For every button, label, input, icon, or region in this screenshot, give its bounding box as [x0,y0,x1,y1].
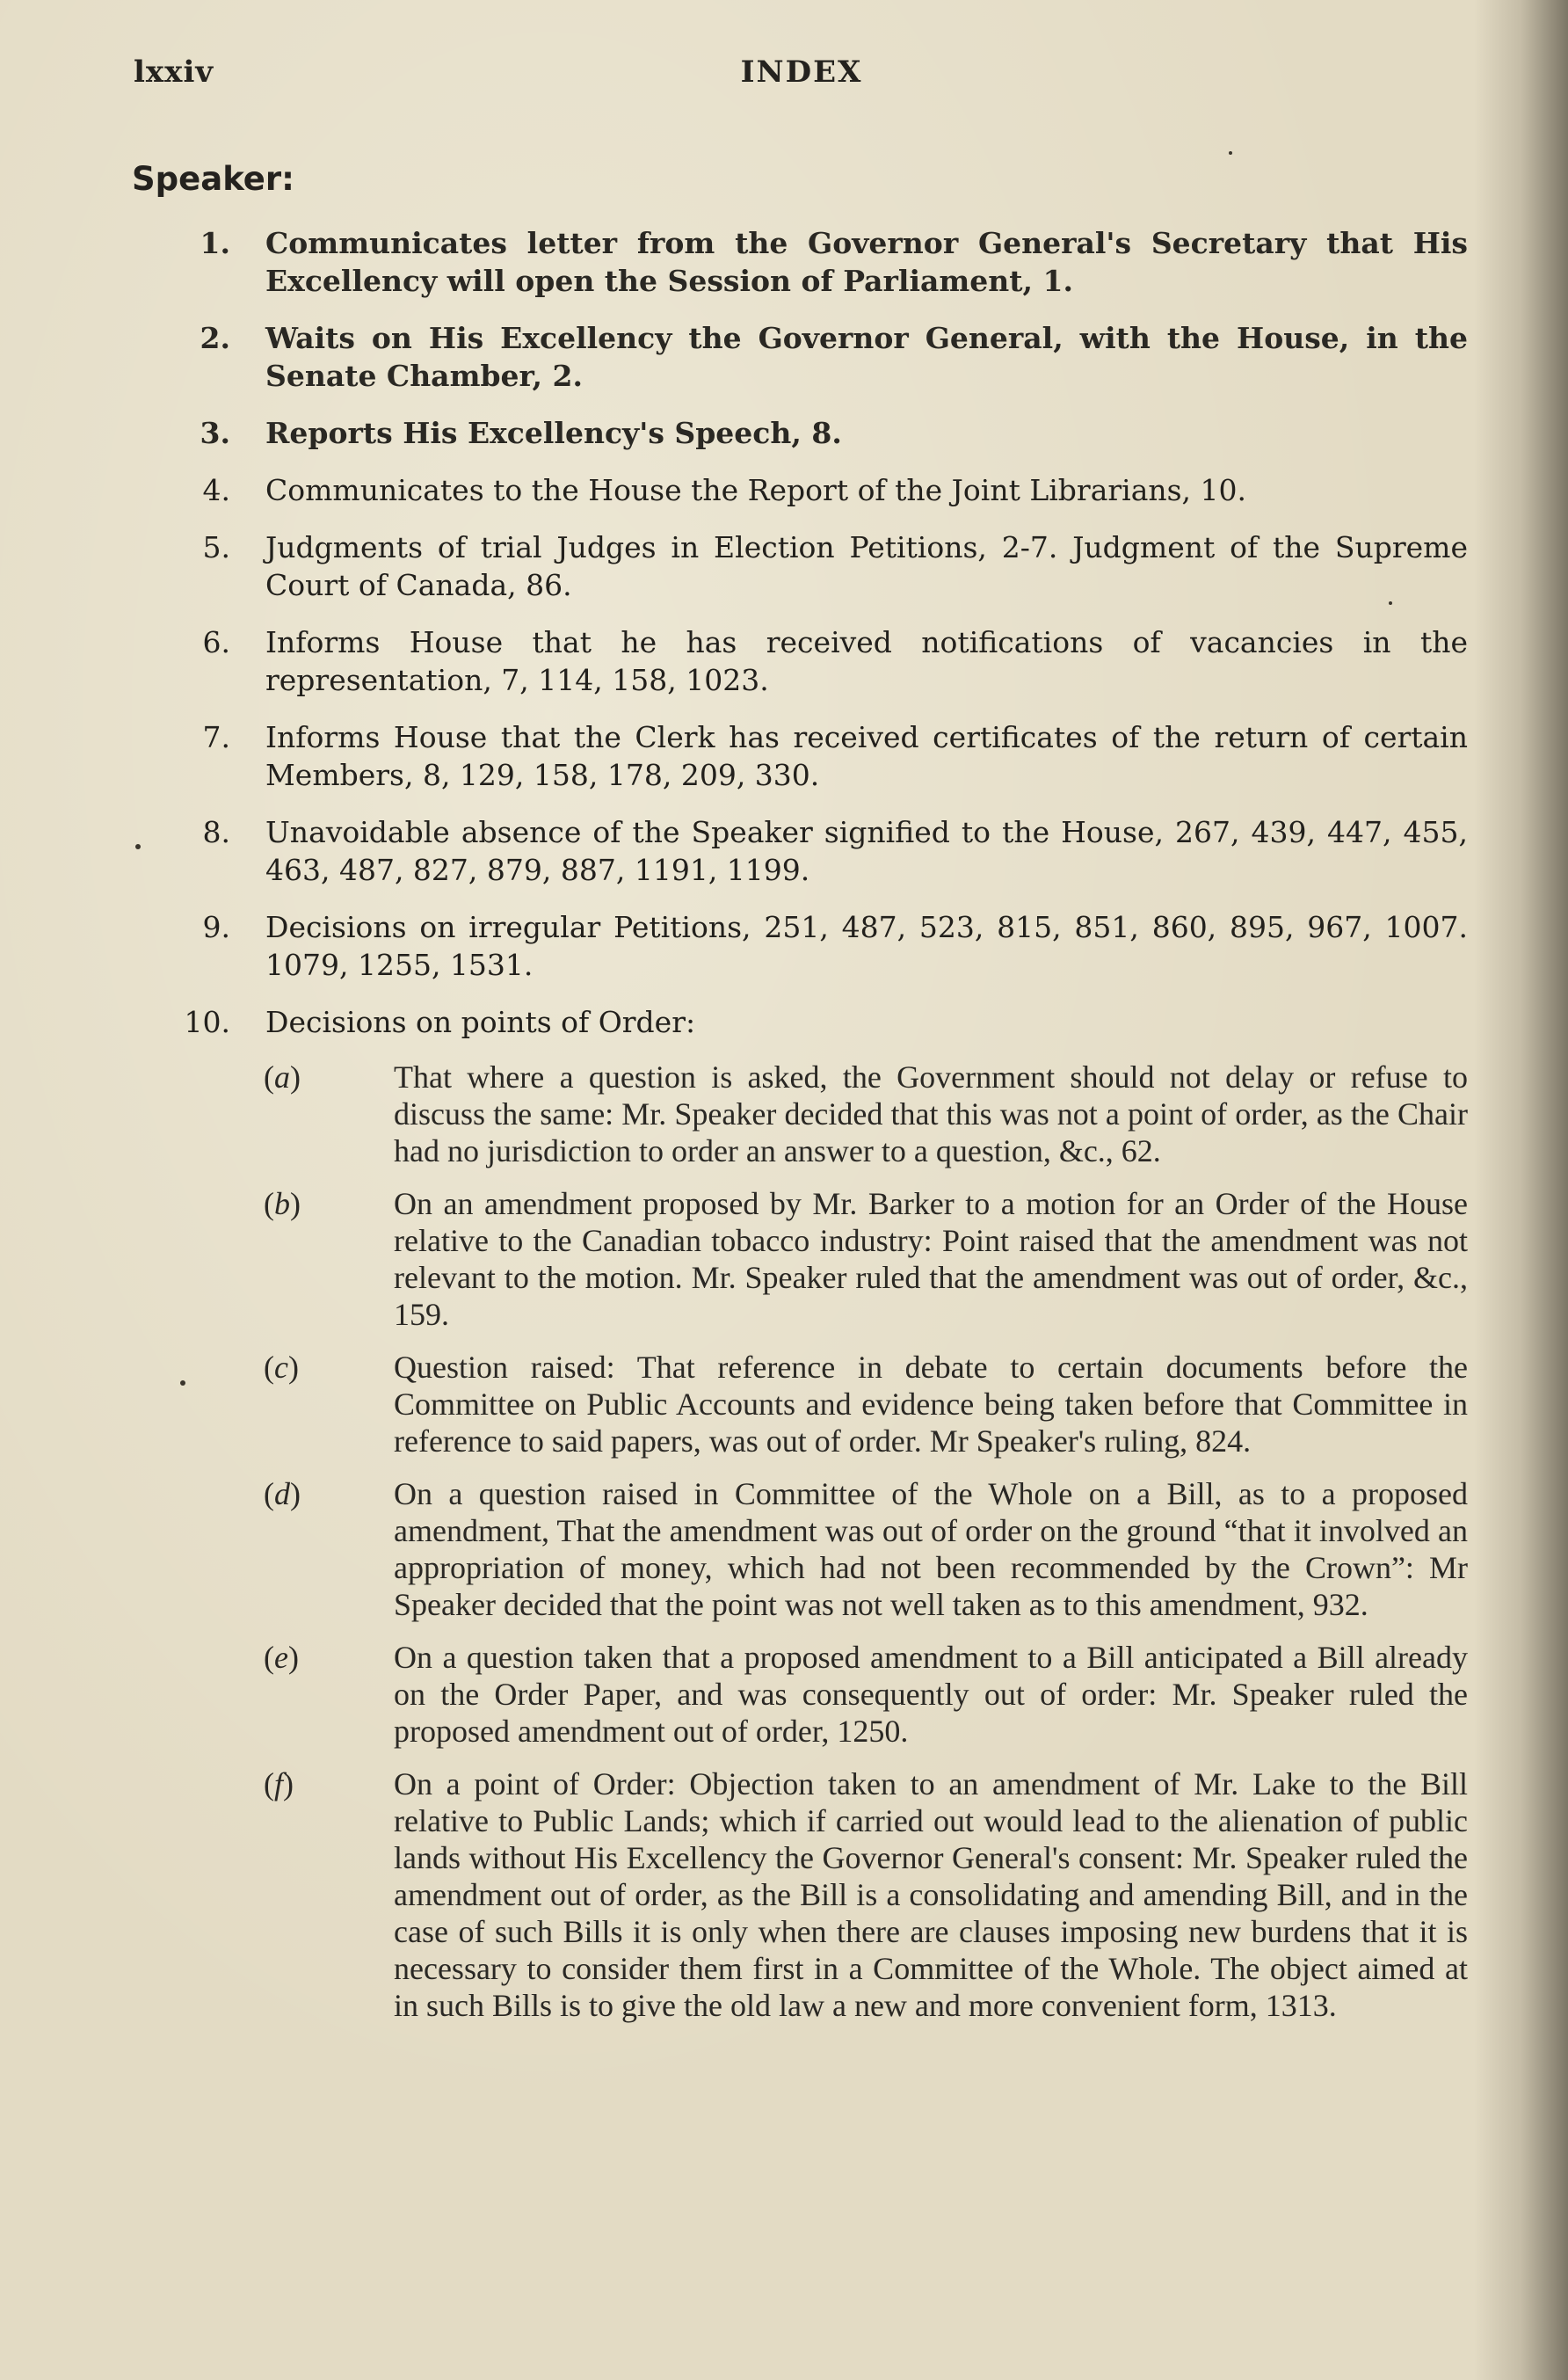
subentry-letter: (c) [264,1350,299,1385]
entry-number: 2. [200,321,230,355]
entry-text: Decisions on points of Order: [265,1005,696,1039]
entry-text: Communicates letter from the Governor General's Secretary that His Excellency will open the Session of Parliament, 1. [265,226,1468,298]
ink-speck [1389,601,1392,605]
entry-text: Waits on His Excellency the Governor General, with the House, in the Senate Chamber, 2. [265,321,1468,393]
subentry-letter: (b) [264,1186,301,1221]
ink-speck [180,1380,185,1386]
entry-text: Judgments of trial Judges in Election Petitions, 2-7. Judgment of the Supreme Court of Canada, 86. [265,530,1468,602]
page-number: lxxiv [134,55,214,90]
index-content [132,160,1468,2040]
index-subentry [132,1059,1468,1169]
index-subentry [132,1639,1468,1750]
index-subentry [132,1765,1468,2024]
entry-number: 10. [184,1005,230,1039]
entry-text: Decisions on irregular Petitions, 251, 487, 523, 815, 851, 860, 895, 967, 1007. 1079, 1255, 1531. [265,910,1468,982]
subentry-text: On a question raised in Committee of the Whole on a Bill, as to a proposed amendment, That the amendment was out of order on the ground “that it involved an appropriation of money, which had not been recommended by the Crown”: Mr Speaker decided that the point was not well taken as to this amendment, 932. [394,1476,1468,1622]
index-entry [132,623,1468,699]
index-entry [132,528,1468,604]
subentry-letter: (d) [264,1476,301,1511]
entry-text: Communicates to the House the Report of the Joint Librarians, 10. [265,473,1247,507]
index-entry [132,319,1468,395]
entry-number: 5. [202,530,230,564]
entry-number: 7. [202,720,230,754]
entry-text: Unavoidable absence of the Speaker signified to the House, 267, 439, 447, 455, 463, 487, 827, 879, 887, 1191, 1199. [265,815,1468,887]
index-entry [132,908,1468,984]
ink-speck [1229,151,1232,155]
subentry-letter: (a) [264,1059,301,1095]
index-entry [132,224,1468,300]
ink-speck [135,844,141,849]
page-title: INDEX [740,55,863,90]
section-heading: Speaker: [132,160,294,198]
entry-text: Reports His Excellency's Speech, 8. [265,416,842,450]
entry-number: 1. [200,226,230,260]
subentry-text: Question raised: That reference in debate to certain documents before the Committee on Public Accounts and evidence being taken before that Committee in reference to said papers, was out of order. Mr Speaker's ruling, 824. [394,1350,1468,1459]
index-subentry [132,1349,1468,1459]
subentry-text: On an amendment proposed by Mr. Barker to a motion for an Order of the House relative to the Canadian tobacco industry: Point raised that the amendment was not relevant to the motion. Mr. Speaker ruled that the amendment was out of order, &c., 159. [394,1186,1468,1332]
entry-number: 9. [202,910,230,944]
entry-number: 3. [200,416,230,450]
index-entry [132,813,1468,889]
subentry-letter: (e) [264,1640,299,1675]
running-head [134,55,1470,98]
subentry-text: On a point of Order: Objection taken to an amendment of Mr. Lake to the Bill relative to Public Lands; which if carried out would lead to the alienation of public lands without His Excellency the Governor General's consent: Mr. Speaker ruled the amendment out of order, as the Bill is a consolidating and amending Bill, and in the case of such Bills it is only when there are clauses imposing new burdens that it is necessary to consider them first in a Committee of the Whole. The object aimed at in such Bills is to give the old law a new and more convenient form, 1313. [394,1766,1468,2023]
entry-number: 6. [202,625,230,659]
entry-text: Informs House that the Clerk has received certificates of the return of certain Members, 8, 129, 158, 178, 209, 330. [265,720,1468,792]
entry-number: 8. [202,815,230,849]
index-entry [132,414,1468,452]
subentry-text: On a question taken that a proposed amendment to a Bill anticipated a Bill already on the Order Paper, and was consequently out of order: Mr. Speaker ruled the proposed amendment out of order, 1250. [394,1640,1468,1749]
subentry-letter: (f) [264,1766,294,1801]
index-entry [132,471,1468,509]
entry-text: Informs House that he has received notifications of vacancies in the representation, 7, 114, 158, 1023. [265,625,1468,697]
index-entry [132,718,1468,794]
subentry-text: That where a question is asked, the Government should not delay or refuse to discuss the same: Mr. Speaker decided that this was not a point of order, as the Chair had no jurisdiction to order an answer to a question, &c., 62. [394,1059,1468,1168]
entry-number: 4. [202,473,230,507]
index-subentry [132,1475,1468,1623]
index-entry [132,1003,1468,1041]
index-subentry [132,1185,1468,1333]
